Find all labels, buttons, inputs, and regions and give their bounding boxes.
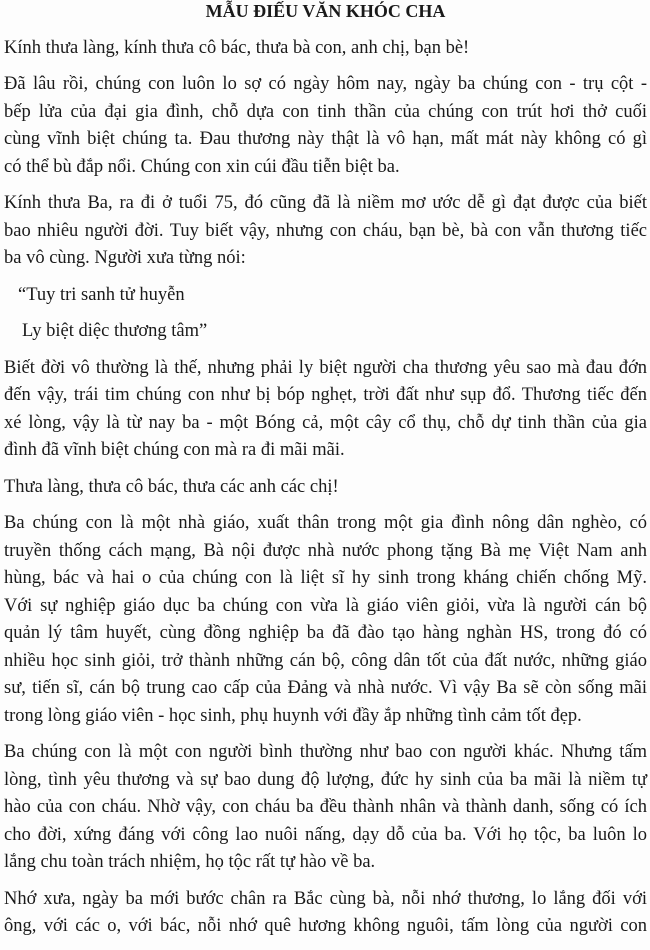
quote-line — [4, 282, 647, 310]
text-line: Kính thưa Ba, ra đi ở tuổi 75, đó cũng đã là niềm mơ ước dễ gì đạt được của biết — [4, 193, 647, 213]
text-line: Ba chúng con là một nhà giáo, xuất thân trong một gia đình nông dân nghèo, có — [4, 513, 647, 533]
paragraph — [4, 190, 647, 273]
paragraph — [4, 35, 647, 63]
text-line: xé lòng, vậy là từ nay ba - một Bóng cả, một cây cổ thụ, chỗ dự tinh thần của gia — [4, 412, 647, 433]
text-line: Đã lâu rồi, chúng con luôn lo sợ có ngày hôm nay, ngày ba chúng con - trụ cột - — [4, 74, 647, 94]
paragraph — [4, 355, 647, 465]
document-page — [4, 0, 647, 950]
text-line: sư, tiến sĩ, cán bộ trung cao cấp của Đảng và nhà nước. Vì vậy Ba sẽ còn sống mãi — [4, 678, 647, 698]
paragraph — [4, 71, 647, 181]
text-line: nhiều học sinh giỏi, trở thành những cán bộ, công dân tốt của đất nước, những giáo — [4, 650, 647, 671]
paragraph — [4, 739, 647, 877]
text-line: bếp lửa của đại gia đình, chỗ dựa con tinh thần của chúng con trút hơi thở cuối — [4, 101, 647, 122]
text-line: ông, với các o, với bác, nỗi nhớ quê hương không nguôi, tấm lòng của người con — [4, 916, 647, 936]
text-line: hào của con cháu. Nhờ vậy, con cháu ba đều thành nhân và thành danh, sống có ích — [4, 797, 647, 817]
paragraph — [4, 886, 647, 941]
text-line: trong lòng giáo viên - học sinh, phụ huynh với đầy ắp những tình cảm tốt đẹp. — [4, 705, 582, 726]
text-line: có thể bù đắp nổi. Chúng con xin cúi đầu tiễn biệt ba. — [4, 156, 400, 177]
paragraph — [4, 510, 647, 730]
document-title: MẪU ĐIẾU VĂN KHÓC CHA — [205, 1, 446, 21]
text-line: cho đời, xứng đáng với công lao nuôi nấng, dạy dỗ của ba. Với họ tộc, ba luôn lo — [4, 824, 647, 845]
text-line: hùng, bác và hai o của chúng con là liệt sĩ hy sinh trong kháng chiến chống Mỹ. — [4, 568, 647, 588]
text-line: Ly biệt diệc thương tâm” — [22, 321, 208, 341]
quote-line — [4, 318, 647, 346]
text-line: truyền thống cách mạng, Bà nội được nhà nước phong tặng Bà mẹ Việt Nam anh — [4, 540, 647, 561]
text-line: lòng, tình yêu thương và sự bao dung độ lượng, đức hy sinh của ba mãi là niềm tự — [4, 769, 647, 790]
text-line: quản lý tâm huyết, cùng đồng nghiệp ba đã đào tạo hàng nghàn HS, trong đó có — [4, 623, 647, 643]
document-body — [4, 35, 647, 941]
paragraph — [4, 474, 647, 502]
text-line: Với sự nghiệp giáo dục ba chúng con vừa là giáo viên giỏi, vừa là người cán bộ — [4, 595, 647, 616]
text-line: ba vô cùng. Người xưa từng nói: — [4, 248, 246, 268]
text-line: Kính thưa làng, kính thưa cô bác, thưa bà con, anh chị, bạn bè! — [4, 37, 470, 58]
text-line: Nhớ xưa, ngày ba mới bước chân ra Bắc cùng bà, nỗi nhớ thương, lo lắng đối với — [4, 888, 647, 909]
text-line: bao nhiêu người đời. Tuy biết vậy, nhưng con cháu, bạn bè, bà con vẫn thương tiếc — [4, 220, 647, 241]
text-line: Biết đời vô thường là thế, nhưng phải ly biệt người cha thương yêu sao mà đau đớn — [4, 357, 647, 378]
text-line: lắng chu toàn trách nhiệm, họ tộc rất tự hào về ba. — [4, 852, 376, 872]
text-line: đến vậy, trái tim chúng con như bị bóp nghẹt, trời đất như sụp đổ. Thương tiếc đến — [4, 385, 647, 405]
text-line: đình đã vĩnh biệt chúng con mà ra đi mãi mãi. — [4, 440, 345, 460]
text-line: “Tuy tri sanh tử huyễn — [18, 284, 185, 305]
text-line: Ba chúng con là một con người bình thường như bao con người khác. Nhưng tấm — [4, 742, 647, 762]
text-line: Thưa làng, thưa cô bác, thưa các anh các chị! — [4, 476, 339, 497]
text-line: cùng vĩnh biệt chúng ta. Đau thương này thật là vô hạn, mất mát này không có gì — [4, 129, 647, 149]
